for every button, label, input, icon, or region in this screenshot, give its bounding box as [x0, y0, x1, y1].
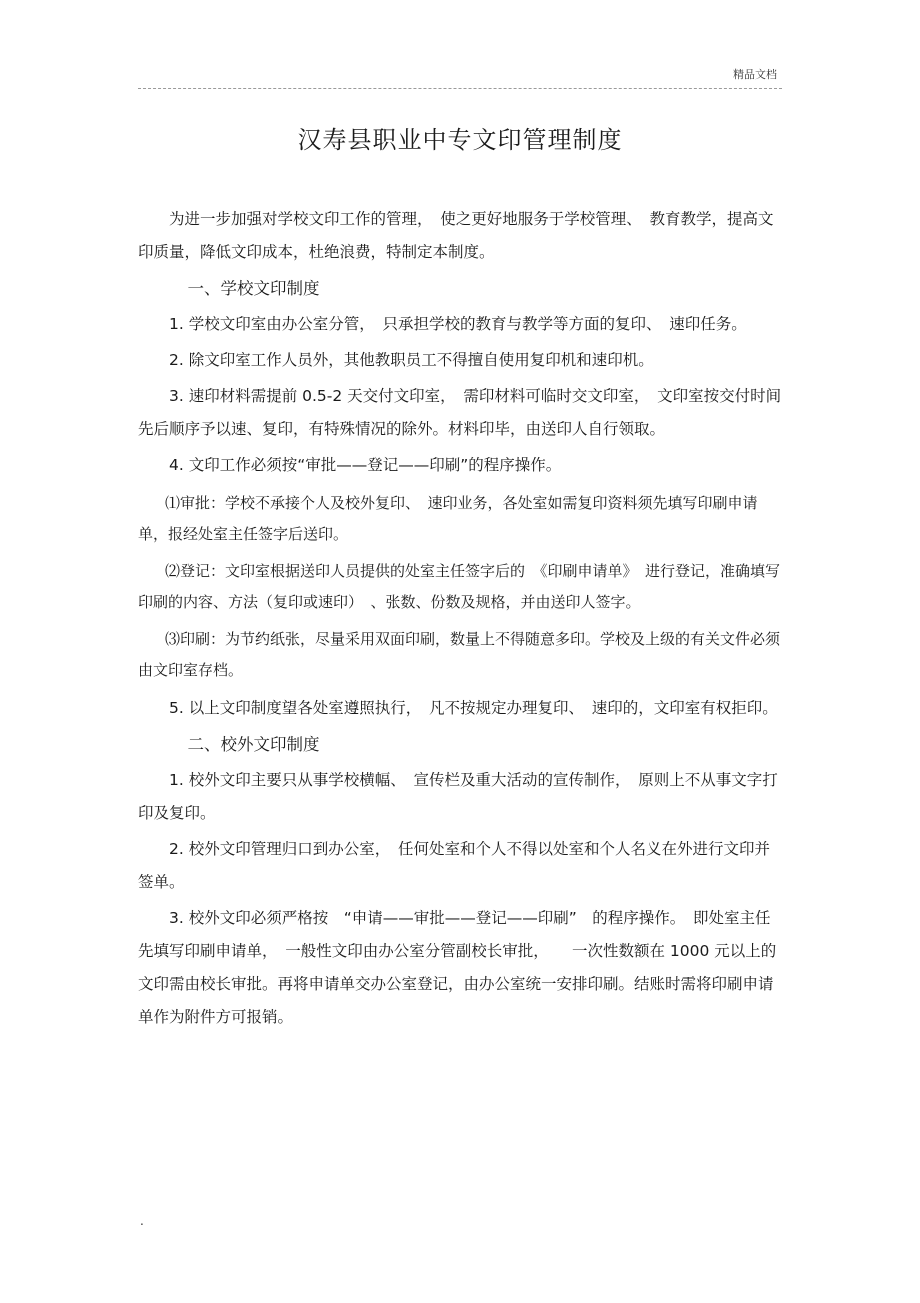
- section1-item-4: 4. 文印工作必须按“审批——登记——印刷”的程序操作。: [169, 456, 562, 474]
- section-heading-internal: 一、学校文印制度: [187, 279, 320, 298]
- section1-subitem-approval: ⑴审批：学校不承接个人及校外复印、 速印业务，各处室如需复印资料须先填写印刷申请单，报经处室主任签字后送印。: [138, 494, 758, 543]
- section1-item-5: 5. 以上文印制度望各处室遵照执行， 凡不按规定办理复印、 速印的，文印室有权拒印。: [169, 699, 778, 717]
- footer-mark: .: [140, 1214, 144, 1228]
- section2-item-1: 1. 校外文印主要只从事学校横幅、 宣传栏及重大活动的宣传制作， 原则上不从事文字打印及复印。: [138, 771, 778, 822]
- section1-item-1: 1. 学校文印室由办公室分管， 只承担学校的教育与教学等方面的复印、 速印任务。: [169, 315, 747, 333]
- section1-item-2: 2. 除文印室工作人员外，其他教职员工不得擅自使用复印机和速印机。: [169, 351, 654, 369]
- page-header-label: 精品文档: [733, 68, 777, 81]
- section1-item-3: 3. 速印材料需提前 0.5-2 天交付文印室， 需印材料可临时交文印室， 文印室按交付时间先后顺序予以速、复印，有特殊情况的除外。材料印毕，由送印人自行领取。: [138, 387, 782, 438]
- section-heading-external: 二、校外文印制度: [187, 735, 320, 754]
- section1-subitem-printing: ⑶印刷：为节约纸张，尽量采用双面印刷，数量上不得随意多印。学校及上级的有关文件必须由文印室存档。: [138, 630, 781, 679]
- document-title: 汉寿县职业中专文印管理制度: [297, 126, 623, 154]
- section1-subitem-registration: ⑵登记：文印室根据送印人员提供的处室主任签字后的 《印刷申请单》 进行登记，准确填写印刷的内容、方法（复印或速印） 、张数、份数及规格，并由送印人签字。: [138, 562, 781, 611]
- document-body: [138, 203, 783, 1034]
- header-divider: [138, 88, 782, 89]
- intro-paragraph: 为进一步加强对学校文印工作的管理， 使之更好地服务于学校管理、 教育教学，提高文印质量，降低文印成本，杜绝浪费，特制定本制度。: [138, 210, 774, 261]
- section2-item-2: 2. 校外文印管理归口到办公室， 任何处室和个人不得以处室和个人名义在外进行文印并签单。: [138, 840, 770, 891]
- section2-item-3: 3. 校外文印必须严格按 “申请——审批——登记——印刷” 的程序操作。 即处室主任先填写印刷申请单， 一般性文印由办公室分管副校长审批， 一次性数额在 1000 元以上的文印需由校长审批。再将申请单交办公室登记，由办公室统一安排印刷。结账时需将印刷申请单作为附件方可报销。: [138, 909, 777, 1026]
